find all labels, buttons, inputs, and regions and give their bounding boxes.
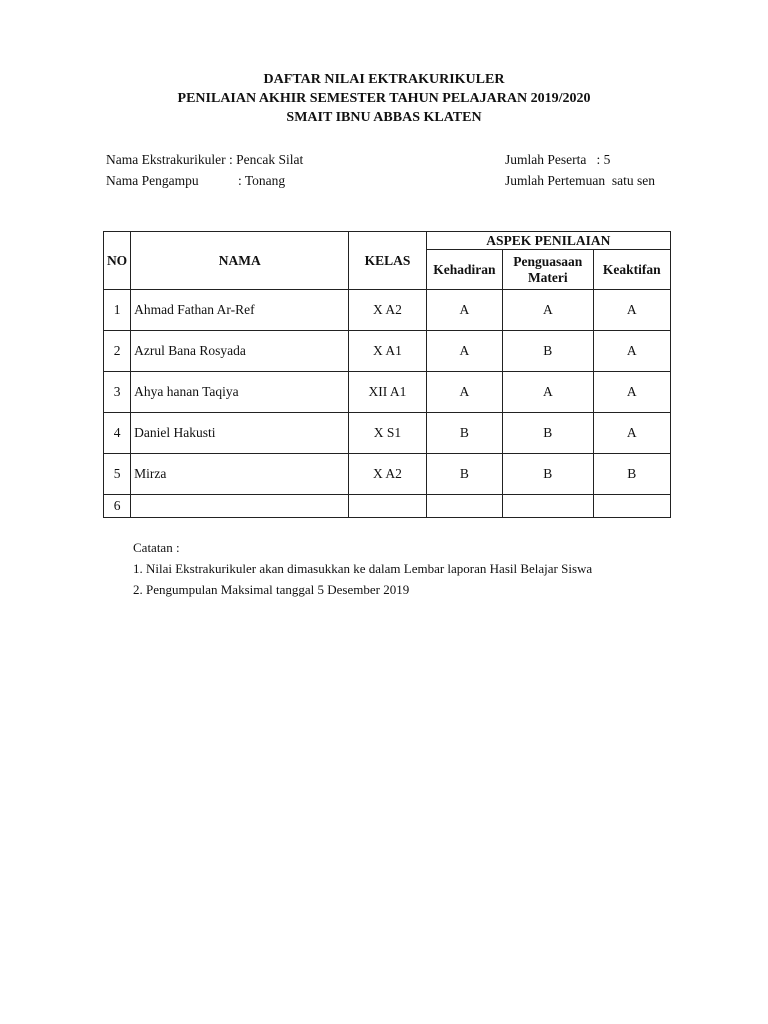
cell-nama bbox=[131, 495, 349, 518]
cell-nama: Azrul Bana Rosyada bbox=[131, 331, 349, 372]
cell-keaktifan: A bbox=[593, 331, 670, 372]
cell-kehadiran: A bbox=[426, 331, 502, 372]
pengampu-row bbox=[106, 171, 303, 192]
table-row bbox=[104, 331, 671, 372]
table-row bbox=[104, 495, 671, 518]
cell-no: 6 bbox=[104, 495, 131, 518]
cell-penguasaan: A bbox=[503, 372, 593, 413]
title-line-3: SMAIT IBNU ABBAS KLATEN bbox=[286, 110, 482, 125]
pengampu-label: Nama Pengampu bbox=[106, 173, 199, 188]
cell-nama: Mirza bbox=[131, 454, 349, 495]
pengampu-value: : Tonang bbox=[238, 173, 286, 188]
cell-keaktifan: A bbox=[593, 290, 670, 331]
title-line-1: DAFTAR NILAI EKTRAKURIKULER bbox=[263, 72, 505, 87]
cell-no: 1 bbox=[104, 290, 131, 331]
header-keaktifan: Keaktifan bbox=[593, 250, 670, 290]
document-title bbox=[0, 70, 768, 127]
header-no: NO bbox=[104, 232, 131, 290]
cell-kelas: X A2 bbox=[349, 290, 426, 331]
cell-keaktifan: A bbox=[593, 413, 670, 454]
cell-kelas: X S1 bbox=[349, 413, 426, 454]
cell-kelas bbox=[349, 495, 426, 518]
cell-keaktifan: A bbox=[593, 372, 670, 413]
ekskul-name: Nama Ekstrakurikuler : Pencak Silat bbox=[106, 152, 304, 167]
cell-no: 2 bbox=[104, 331, 131, 372]
table-row bbox=[104, 372, 671, 413]
header-penguasaan-line2: Materi bbox=[527, 269, 568, 285]
header-penguasaan-materi bbox=[503, 250, 593, 290]
header-aspek-penilaian: ASPEK PENILAIAN bbox=[426, 232, 670, 250]
notes-section bbox=[133, 538, 592, 601]
cell-kehadiran: B bbox=[426, 454, 502, 495]
cell-nama: Daniel Hakusti bbox=[131, 413, 349, 454]
cell-kehadiran: A bbox=[426, 372, 502, 413]
jumlah-peserta: Jumlah Peserta : 5 bbox=[505, 152, 611, 167]
grades-table bbox=[103, 231, 671, 518]
table-header-row bbox=[104, 232, 671, 250]
table-row bbox=[104, 290, 671, 331]
cell-penguasaan: A bbox=[503, 290, 593, 331]
notes-heading: Catatan : bbox=[133, 540, 180, 555]
cell-penguasaan bbox=[503, 495, 593, 518]
cell-kehadiran bbox=[426, 495, 502, 518]
cell-kelas: X A2 bbox=[349, 454, 426, 495]
cell-nama: Ahmad Fathan Ar-Ref bbox=[131, 290, 349, 331]
note-item: 2. Pengumpulan Maksimal tanggal 5 Desember 2019 bbox=[133, 582, 410, 597]
jumlah-pertemuan: Jumlah Pertemuan satu sen bbox=[505, 173, 655, 188]
cell-kehadiran: B bbox=[426, 413, 502, 454]
cell-keaktifan: B bbox=[593, 454, 670, 495]
header-nama: NAMA bbox=[131, 232, 349, 290]
header-kelas: KELAS bbox=[349, 232, 426, 290]
meta-right bbox=[505, 150, 655, 192]
cell-no: 5 bbox=[104, 454, 131, 495]
table-row bbox=[104, 454, 671, 495]
cell-no: 4 bbox=[104, 413, 131, 454]
cell-kelas: X A1 bbox=[349, 331, 426, 372]
cell-penguasaan: B bbox=[503, 454, 593, 495]
header-kehadiran: Kehadiran bbox=[426, 250, 502, 290]
cell-penguasaan: B bbox=[503, 331, 593, 372]
cell-kelas: XII A1 bbox=[349, 372, 426, 413]
cell-kehadiran: A bbox=[426, 290, 502, 331]
cell-keaktifan bbox=[593, 495, 670, 518]
cell-penguasaan: B bbox=[503, 413, 593, 454]
title-line-2: PENILAIAN AKHIR SEMESTER TAHUN PELAJARAN 2019/2020 bbox=[177, 91, 591, 106]
cell-nama: Ahya hanan Taqiya bbox=[131, 372, 349, 413]
header-penguasaan-line1: Penguasaan bbox=[513, 253, 583, 269]
table-row bbox=[104, 413, 671, 454]
meta-left bbox=[106, 150, 303, 192]
note-item: 1. Nilai Ekstrakurikuler akan dimasukkan ke dalam Lembar laporan Hasil Belajar Siswa bbox=[133, 561, 593, 576]
cell-no: 3 bbox=[104, 372, 131, 413]
